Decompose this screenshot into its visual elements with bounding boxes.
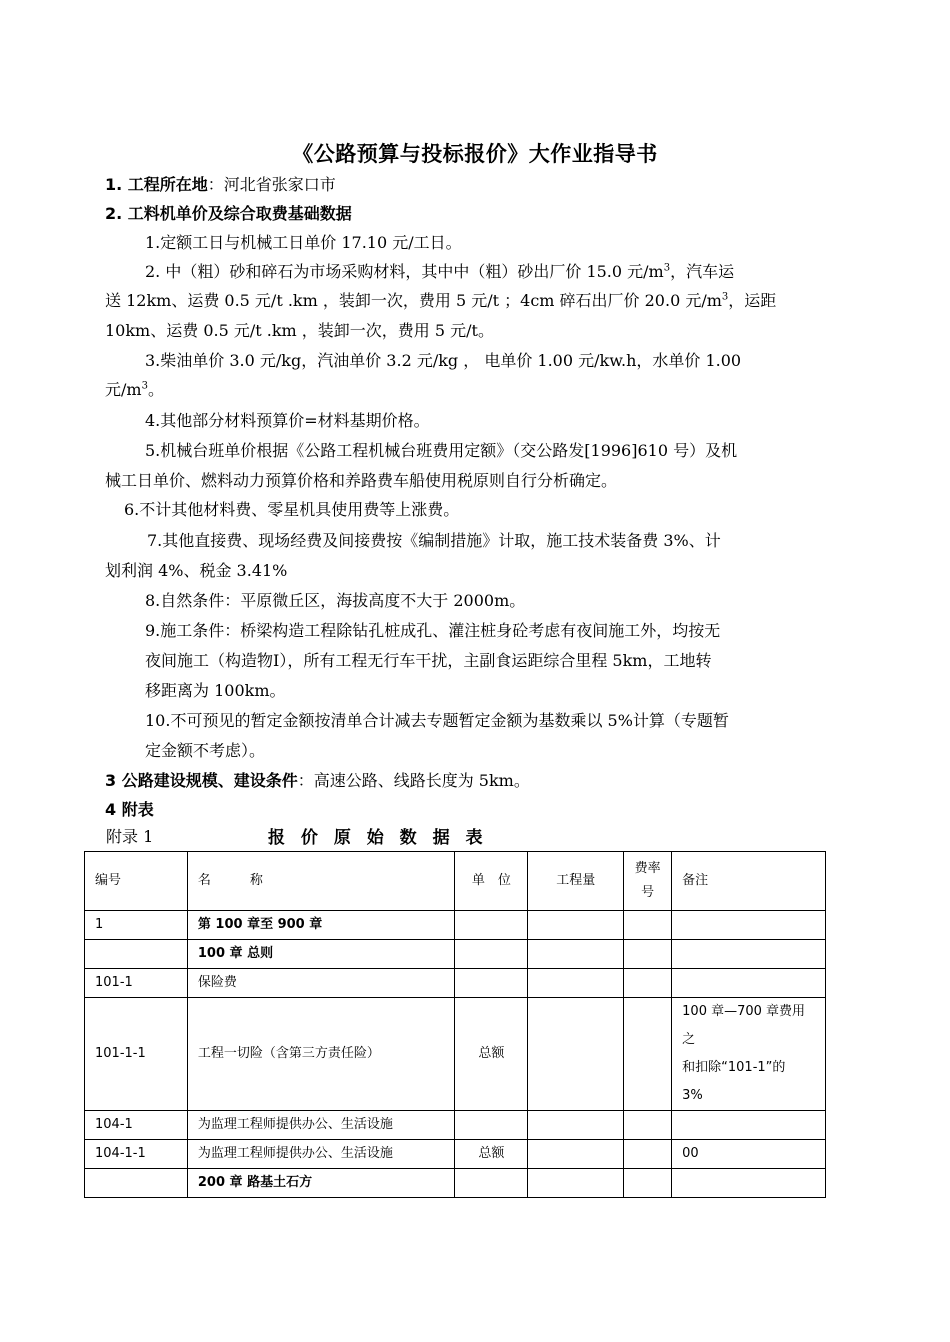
section-2-heading: 2. 工料机单价及综合取费基础数据 <box>105 204 352 223</box>
paragraph-10-line-1: 10.不可预见的暂定金额按清单合计减去专题暂定金额为基数乘以 5%计算（专题暂 <box>145 711 729 730</box>
paragraph-7-line-1: 7.其他直接费、现场经费及间接费按《编制措施》计取，施工技术装备费 3%、计 <box>147 531 721 550</box>
table-row: 104-1 为监理工程师提供办公、生活设施 <box>85 1111 826 1140</box>
paragraph-2-line-2: 送 12km、运费 0.5 元/t .km ，装卸一次，费用 5 元/t ；4cm 碎石出厂价 20.0 元$/m^3$，运距 <box>105 291 777 310</box>
paragraph-3-line-2: 元$/m^3$。 <box>105 380 164 399</box>
paragraph-10-line-2: 定金额不考虑）。 <box>145 741 266 760</box>
paragraph-2-line-1: 2. 中（粗）砂和碎石为市场采购材料，其中中（粗）砂出厂价 15.0 元$/m^3$，汽车运 <box>145 262 735 281</box>
table-header-row <box>85 852 826 911</box>
section-3 <box>105 768 530 791</box>
appendix-label: 附录 1 <box>106 827 154 846</box>
section-3-label: 3 公路建设规模、建设条件 <box>105 771 298 790</box>
paragraph-5-line-2: 械工日单价、燃料动力预算价格和养路费车船使用税原则自行分析确定。 <box>105 471 618 490</box>
table-row: 200 章 路基土石方 <box>85 1169 826 1198</box>
paragraph-4: 4.其他部分材料预算价=材料基期价格。 <box>145 411 430 430</box>
header-name: 名 称 <box>187 852 455 911</box>
header-code: 编号 <box>85 852 188 911</box>
paragraph-2-line-3: 10km、运费 0.5 元/t .km ，装卸一次，费用 5 元/t。 <box>105 321 494 340</box>
paragraph-8: 8.自然条件：平原微丘区，海拔高度不大于 2000m。 <box>145 591 526 610</box>
paragraph-1: 1.定额工日与机械工日单价 17.10 元/工日。 <box>145 233 462 252</box>
table-row: 101-1 保险费 <box>85 969 826 998</box>
table-row: 101-1-1 工程一切险（含第三方责任险） 总额 100 章—700 章费用之 和扣除“101-1”的 3% <box>85 998 826 1111</box>
note-cell: 100 章—700 章费用之 和扣除“101-1”的 3% <box>672 998 826 1111</box>
paragraph-7-line-2: 划利润 4%、税金 3.41% <box>105 561 288 580</box>
section-3-value: ：高速公路、线路长度为 5km。 <box>297 771 530 790</box>
table-row: 100 章 总则 <box>85 940 826 969</box>
paragraph-6: 6.不计其他材料费、零星机具使用费等上涨费。 <box>124 500 460 519</box>
paragraph-3-line-1: 3.柴油单价 3.0 元/kg，汽油单价 3.2 元/kg ， 电单价 1.00 元/kw.h，水单价 1.00 <box>145 351 742 370</box>
section-4-heading: 4 附表 <box>105 800 154 819</box>
section-1 <box>105 172 336 195</box>
paragraph-9-line-1: 9.施工条件：桥梁构造工程除钻孔桩成孔、灌注桩身砼考虑有夜间施工外，均按无 <box>145 621 721 640</box>
paragraph-9-line-3: 移距离为 100km。 <box>145 681 286 700</box>
header-note: 备注 <box>672 852 826 911</box>
section-1-label: 1. 工程所在地 <box>105 175 208 194</box>
document-title: 《公路预算与投标报价》大作业指导书 <box>292 142 658 166</box>
paragraph-5-line-1: 5.机械台班单价根据《公路工程机械台班费用定额》（交公路发[1996]610 号）及机 <box>145 441 738 460</box>
section-1-value: ：河北省张家口市 <box>207 175 336 194</box>
quote-data-table <box>84 851 826 1198</box>
header-rate: 费率 号 <box>624 852 672 911</box>
table-row: 104-1-1 为监理工程师提供办公、生活设施 总额 00 <box>85 1140 826 1169</box>
table-row: 1 第 100 章至 900 章 <box>85 911 826 940</box>
header-unit: 单 位 <box>455 852 528 911</box>
table-title: 报 价 原 始 数 据 表 <box>268 828 488 848</box>
paragraph-9-line-2: 夜间施工（构造物Ⅰ），所有工程无行车干扰，主副食运距综合里程 5km，工地转 <box>145 651 712 670</box>
header-qty: 工程量 <box>528 852 624 911</box>
